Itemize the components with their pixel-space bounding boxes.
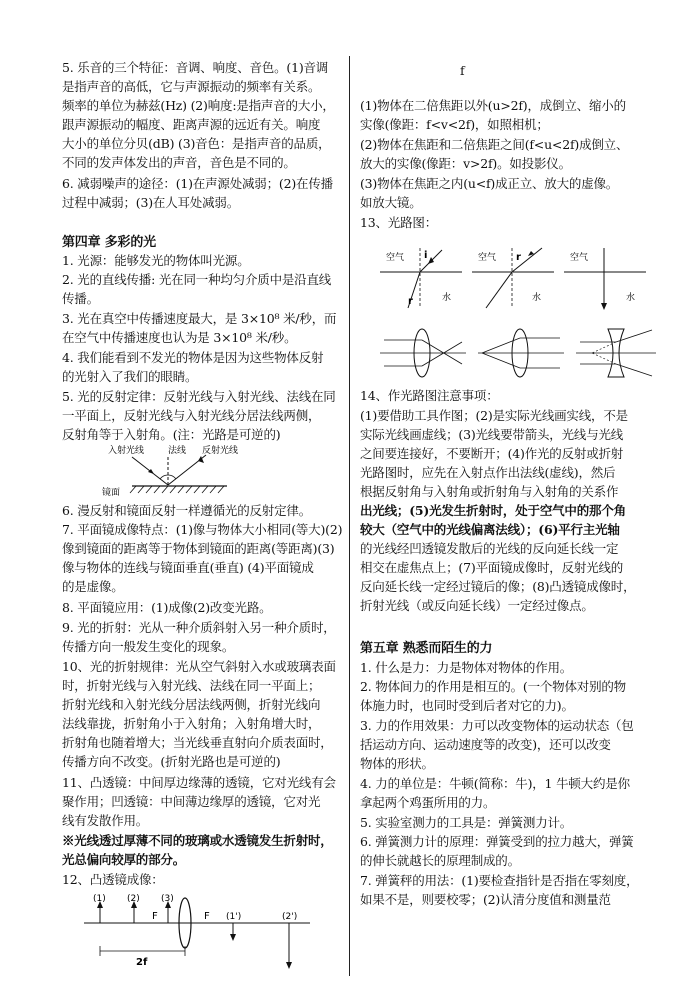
left-column-line: 的光射入了我们的眼睛。	[62, 369, 198, 384]
right-column-line: 如放大镜。	[360, 195, 422, 210]
left-column-line: 9. 光的折射：光从一种介质斜射入另一种介质时，	[62, 620, 336, 635]
left-column-line: 7. 平面镜成像特点：(1)像与物体大小相同(等大)(2)	[62, 522, 343, 537]
reflected-ray-label: 反射光线	[202, 446, 239, 456]
image-label-2: (2')	[282, 912, 298, 922]
right-column-line: 根据反射角与入射角或折射角与入射角的关系作	[360, 484, 619, 499]
left-column-line: 第四章 多彩的光	[62, 235, 156, 250]
right-column-line: 13、光路图：	[360, 215, 438, 230]
left-column-line: 大小的单位分贝(dB) (3)音色：是指声音的品质，	[62, 136, 331, 151]
left-column-line: 是指声音的高低，它与声源振动的频率有关系。	[62, 79, 321, 94]
image-label-1: (1')	[226, 912, 242, 922]
reflection-diagram	[102, 443, 292, 499]
refraction-symbol-1: r	[408, 296, 413, 307]
mirror-label: 镜面	[102, 488, 121, 498]
left-column-line: 的是虚像。	[62, 579, 124, 594]
left-column-line: 6. 减弱噪声的途径：(1)在声源处减弱；(2)在传播	[62, 176, 333, 191]
air-label-3: 空气	[570, 253, 589, 263]
left-column-line: 折射光线和入射光线分居法线两侧，折射光线向	[62, 697, 321, 712]
right-column-line: 物体的形状。	[360, 756, 434, 771]
left-column-line: 过程中减弱；(3)在人耳处减弱。	[62, 195, 240, 210]
left-column-line: 反射角等于入射角。(注：光路是可逆的)	[62, 427, 281, 442]
left-column-line: 频率的单位为赫兹(Hz) (2)响度:是指声音的大小，	[62, 98, 335, 113]
left-column-line: 2. 光的直线传播: 光在同一种均匀介质中是沿直线	[62, 272, 332, 287]
right-column-line: 的伸长就越长的原理制成的。	[360, 853, 520, 868]
right-column-line: 第五章 熟悉而陌生的力	[360, 641, 493, 656]
left-column-line: 传播方向不改变。(折射光路也是可逆的)	[62, 754, 281, 769]
right-column-line: 体施力时，也同时受到后者对它的力)。	[360, 698, 574, 713]
left-column-line: 像与物体的连线与镜面垂直(垂直) (4)平面镜成	[62, 560, 314, 575]
focus-label-left: F	[152, 911, 158, 922]
water-label-1: 水	[442, 293, 452, 303]
right-column-line: 光路图时，应先在入射点作出法线(虚线)，然后	[360, 465, 616, 480]
normal-label: 法线	[168, 446, 187, 456]
right-column-line: (3)物体在焦距之内(u<f)成正立、放大的虚像。	[360, 176, 619, 191]
right-column-line: 如果不是，则要校零；(2)认清分度值和测量范	[360, 892, 611, 907]
water-label-3: 水	[626, 293, 636, 303]
right-column-line: 拿起两个鸡蛋所用的力。	[360, 795, 496, 810]
right-column-line: 反向延长线一定经过镜后的像；(8)凸透镜成像时，	[360, 579, 636, 594]
left-column-line: 4. 我们能看到不发光的物体是因为这些物体反射	[62, 350, 324, 365]
left-column-line: 时，折射光线与入射光线、法线在同一平面上；	[62, 678, 321, 693]
lens-imaging-diagram	[80, 891, 315, 979]
right-column-line: 较大（空气中的光线偏离法线）；(6)平行主光轴	[360, 522, 620, 537]
right-column-line: 4. 力的单位是：牛顿(简称：牛)，1 牛顿大约是你	[360, 776, 630, 791]
air-label-2: 空气	[478, 253, 497, 263]
left-column-line: 聚作用；凹透镜：中间薄边缘厚的透镜，它对光	[62, 794, 321, 809]
left-column-line: 像到镜面的距离等于物体到镜面的距离(等距离)(3)	[62, 541, 335, 556]
right-column-line: 括运动方向、运动速度等的改变)，还可以改变	[360, 737, 611, 752]
right-column-line: 放大的实像(像距：v>2f)。如投影仪。	[360, 156, 571, 171]
left-column-line: 5. 乐音的三个特征：音调、响度、音色。(1)音调	[62, 60, 329, 75]
left-column-line: 1. 光源：能够发光的物体叫光源。	[62, 253, 250, 268]
right-column-line: f	[460, 63, 465, 78]
right-column-line: 实像(像距：f<v<2f)，如照相机；	[360, 117, 549, 132]
right-column-line: 3. 力的作用效果：力可以改变物体的运动状态（包	[360, 718, 634, 733]
right-column-line: 之间要连接好，不要断开；(4)作光的反射或折射	[360, 446, 624, 461]
right-column-line: 5. 实验室测力的工具是：弹簧测力计。	[360, 815, 573, 830]
left-column-line: 8. 平面镜应用：(1)成像(2)改变光路。	[62, 600, 272, 615]
object-label-2: (2)	[127, 894, 140, 904]
water-label-2: 水	[532, 293, 542, 303]
right-column-line: 相交在虚焦点上；(7)平面镜成像时，反射光线的	[360, 560, 624, 575]
right-column-line: 1. 什么是力：力是物体对物体的作用。	[360, 660, 573, 675]
incident-ray-label: 入射光线	[108, 446, 145, 456]
lens-ray-diagrams	[380, 326, 656, 380]
left-column-line: ※光线透过厚薄不同的玻璃或水透镜发生折射时，	[62, 833, 333, 848]
left-column-line: 折射角也随着增大；当光线垂直射向介质表面时，	[62, 735, 333, 750]
incidence-symbol-1: i	[424, 250, 428, 261]
refraction-symbol-2: r	[516, 252, 521, 263]
left-column-line: 一平面上，反射光线与入射光线分居法线两侧，	[62, 408, 321, 423]
left-column-line: 光总偏向较厚的部分。	[62, 852, 186, 867]
right-column-line: 的光线经凹透镜发散后的光线的反向延长线一定	[360, 541, 619, 556]
air-label-1: 空气	[386, 253, 405, 263]
focus-label-right: F	[204, 911, 210, 922]
object-label-3: (3)	[161, 894, 174, 904]
left-column-line: 传播。	[62, 291, 99, 306]
left-column-line: 传播方向一般发生变化的现象。	[62, 639, 235, 654]
left-column-line: 跟声源振动的幅度、距离声源的远近有关。响度	[62, 117, 321, 132]
left-column-line: 在空气中传播速度也认为是 3×10⁸ 米/秒。	[62, 330, 297, 345]
right-column-line: 6. 弹簧测力计的原理：弹簧受到的拉力越大，弹簧	[360, 834, 634, 849]
left-column-line: 不同的发声体发出的声音，音色是不同的。	[62, 155, 296, 170]
right-column-line: 出光线；(5)光发生折射时，处于空气中的那个角	[360, 503, 626, 518]
left-column-line: 6. 漫反射和镜面反射一样遵循光的反射定律。	[62, 503, 312, 518]
left-column-line: 12、凸透镜成像：	[62, 872, 164, 887]
right-column-line: (1)要借助工具作图；(2)是实际光线画实线，不是	[360, 408, 628, 423]
left-column-line: 3. 光在真空中传播速度最大，是 3×10⁸ 米/秒，而	[62, 311, 337, 326]
right-column-line: (1)物体在二倍焦距以外(u>2f)，成倒立、缩小的	[360, 98, 626, 113]
left-column-line: 10、光的折射规律：光从空气斜射入水或玻璃表面	[62, 659, 336, 674]
object-label-1: (1)	[93, 894, 106, 904]
left-column-line: 线有发散作用。	[62, 813, 149, 828]
right-column-line: 实际光线画虚线；(3)光线要带箭头，光线与光线	[360, 427, 624, 442]
right-column-line: (2)物体在焦距和二倍焦距之间(f<u<2f)成倒立、	[360, 137, 629, 152]
refraction-diagrams	[380, 246, 656, 318]
left-column-line: 法线靠拢，折射角小于入射角；入射角增大时，	[62, 716, 321, 731]
right-column-line: 折射光线（或反向延长线）一定经过像点。	[360, 598, 594, 613]
right-column-line: 2. 物体间力的作用是相互的。(一个物体对别的物	[360, 679, 626, 694]
two-f-label: 2f	[136, 957, 148, 968]
right-column-line: 14、作光路图注意事项：	[360, 388, 499, 403]
left-column-line: 11、凸透镜：中间厚边缘薄的透镜，它对光线有会	[62, 775, 336, 790]
right-column-line: 7. 弹簧秤的用法：(1)要检查指针是否指在零刻度，	[360, 873, 639, 888]
column-divider	[349, 56, 350, 976]
left-column-line: 5. 光的反射定律：反射光线与入射光线、法线在同	[62, 389, 336, 404]
